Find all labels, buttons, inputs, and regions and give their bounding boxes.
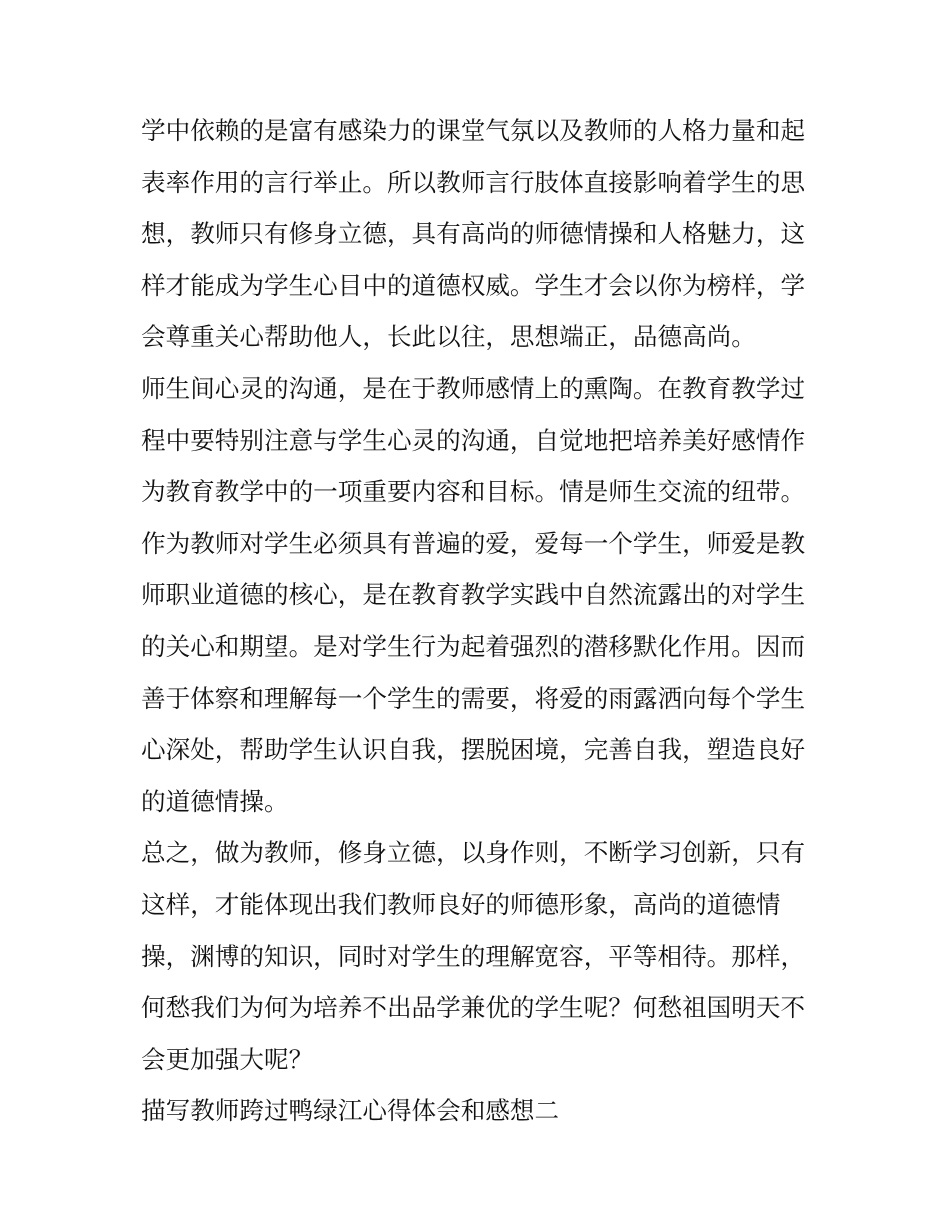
text-line: 的道德情操。 [141,786,289,816]
text-line: 学中依赖的是富有感染力的课堂气氛以及教师的人格力量和起 [141,116,806,145]
text-line: 表率作用的言行举止。所以教师言行肢体直接影响着学生的思 [141,167,806,197]
text-line: 样才能成为学生心目中的道德权威。学生才会以你为榜样，学 [141,270,806,300]
text-line: 何愁我们为何为培养不出品学兼优的学生呢？何愁祖国明天不 [141,993,806,1023]
text-line: 想，教师只有修身立德，具有高尚的师德情操和人格魅力，这 [141,219,806,249]
text-line: 作为教师对学生必须具有普遍的爱，爱每一个学生，师爱是教 [141,528,806,558]
text-line: 师职业道德的核心，是在教育教学实践中自然流露出的对学生 [141,580,806,610]
document-body [141,105,821,1137]
text-line: 会更加强大呢？ [141,1044,314,1074]
text-line: 善于体察和理解每一个学生的需要，将爱的雨露洒向每个学生 [141,683,806,713]
text-line: 心深处，帮助学生认识自我，摆脱困境，完善自我，塑造良好 [141,735,806,765]
text-line: 这样，才能体现出我们教师良好的师德形象，高尚的道德情 [141,889,781,919]
text-line: 师生间心灵的沟通，是在于教师感情上的熏陶。在教育教学过 [141,373,806,403]
text-line: 操，渊博的知识，同时对学生的理解宽容，平等相待。那样， [141,941,806,971]
section-heading: 描写教师跨过鸭绿江心得体会和感想二 [141,1096,560,1126]
text-line: 的关心和期望。是对学生行为起着强烈的潜移默化作用。因而 [141,631,806,661]
text-line: 为教育教学中的一项重要内容和目标。情是师生交流的纽带。 [141,477,806,507]
text-line: 会尊重关心帮助他人，长此以往，思想端正，品德高尚。 [141,322,756,352]
text-line: 总之，做为教师，修身立德，以身作则，不断学习创新，只有 [141,838,806,868]
text-line: 程中要特别注意与学生心灵的沟通，自觉地把培养美好感情作 [141,425,806,455]
